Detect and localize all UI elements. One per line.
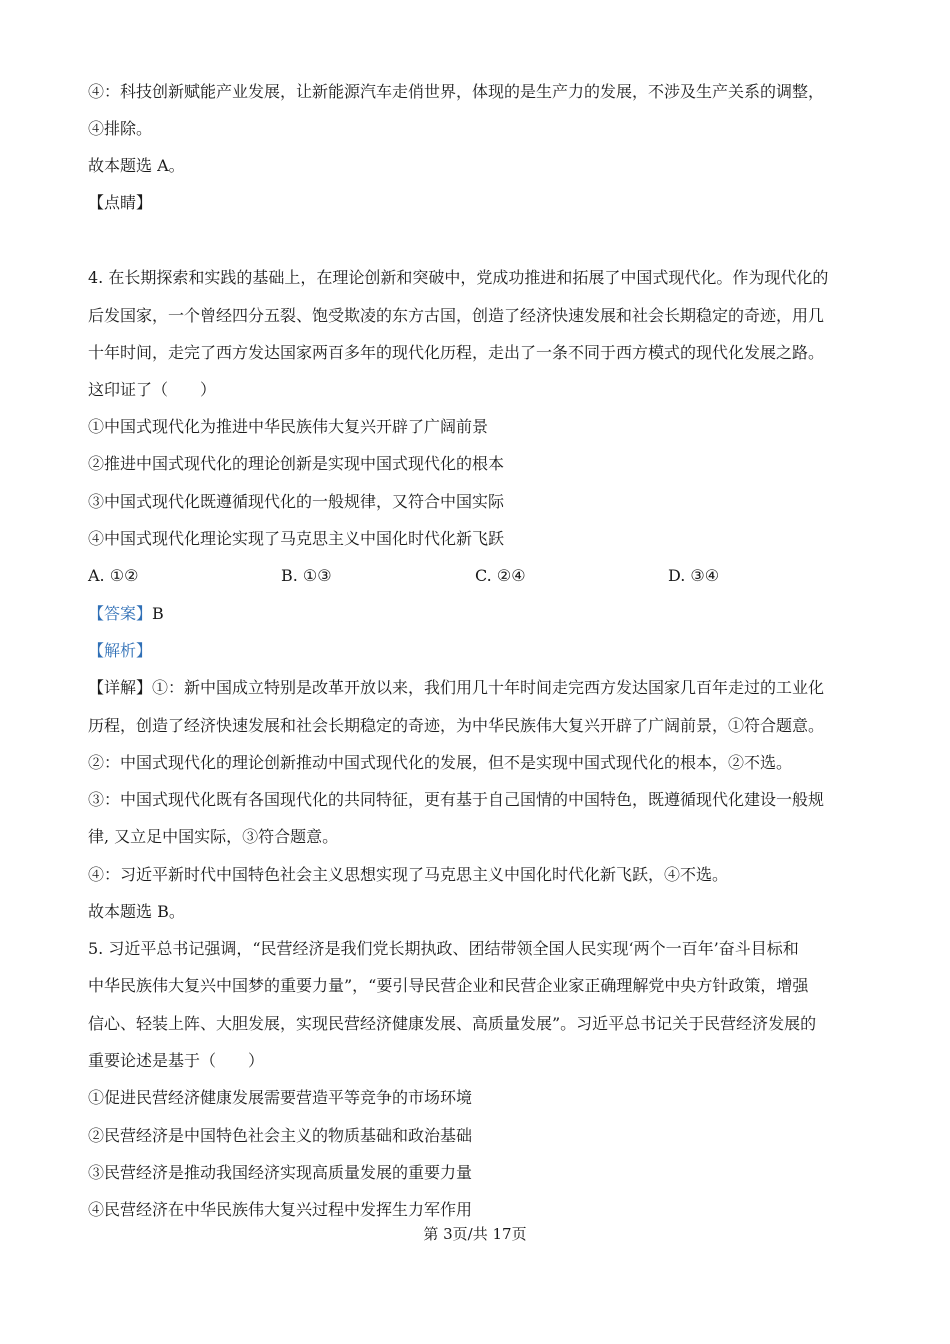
analysis-label: 【解析】 bbox=[88, 641, 153, 660]
q5-statement: ③民营经济是推动我国经济实现高质量发展的重要力量 bbox=[88, 1163, 473, 1182]
q4-stem-line: 这印证了（ ） bbox=[88, 380, 217, 399]
dianjing-label: 【点睛】 bbox=[88, 193, 153, 212]
q5-stem-line: 重要论述是基于（ ） bbox=[88, 1051, 265, 1070]
q4-stem-line: 后发国家，一个曾经四分五裂、饱受欺凌的东方古国，创造了经济快速发展和社会长期稳定的奇迹，用几 bbox=[88, 306, 825, 325]
q4-detail-line: ③：中国式现代化既有各国现代化的共同特征，更有基于自己国情的中国特色，既遵循现代化建设一般规 bbox=[88, 790, 825, 809]
q5-statement: ①促进民营经济健康发展需要营造平等竞争的市场环境 bbox=[88, 1088, 473, 1107]
q4-statement: ②推进中国式现代化的理论创新是实现中国式现代化的根本 bbox=[88, 454, 505, 473]
prev-q4-line: ④：科技创新赋能产业发展，让新能源汽车走俏世界，体现的是生产力的发展，不涉及生产关系的调整， bbox=[88, 82, 825, 101]
q5-statement: ④民营经济在中华民族伟大复兴过程中发挥生力军作用 bbox=[88, 1200, 473, 1219]
prev-conclusion: 故本题选 A。 bbox=[88, 156, 185, 175]
q4-statement: ④中国式现代化理论实现了马克思主义中国化时代化新飞跃 bbox=[88, 529, 505, 548]
q5-stem-line: 5. 习近平总书记强调，“民营经济是我们党长期执政、团结带领全国人民实现‘两个一百年’奋斗目标和 bbox=[88, 939, 799, 958]
q4-stem-line: 十年时间，走完了西方发达国家两百多年的现代化历程，走出了一条不同于西方模式的现代化发展之路。 bbox=[88, 343, 825, 362]
detail-text: ①：新中国成立特别是改革开放以来，我们用几十年时间走完西方发达国家几百年走过的工业化 bbox=[152, 678, 825, 697]
q4-option-c: C. ②④ bbox=[475, 566, 526, 585]
q4-detail-line bbox=[88, 677, 862, 699]
q4-stem-line: 4. 在长期探索和实践的基础上，在理论创新和突破中，党成功推进和拓展了中国式现代化。作为现代化的 bbox=[88, 268, 829, 287]
q4-detail-line: ②：中国式现代化的理论创新推动中国式现代化的发展，但不是实现中国式现代化的根本，②不选。 bbox=[88, 753, 793, 772]
q4-option-a: A. ①② bbox=[88, 566, 139, 585]
q4-conclusion: 故本题选 B。 bbox=[88, 902, 185, 921]
q5-stem-line: 信心、轻装上阵、大胆发展，实现民营经济健康发展、高质量发展”。习近平总书记关于民营经济发展的 bbox=[88, 1014, 817, 1033]
q4-option-d: D. ③④ bbox=[668, 566, 720, 585]
q4-answer bbox=[88, 603, 862, 625]
q4-detail-line: 律, 又立足中国实际，③符合题意。 bbox=[88, 827, 339, 846]
q4-detail-line: 历程，创造了经济快速发展和社会长期稳定的奇迹，为中华民族伟大复兴开辟了广阔前景，①符合题意。 bbox=[88, 716, 825, 735]
q4-statement: ③中国式现代化既遵循现代化的一般规律，又符合中国实际 bbox=[88, 492, 505, 511]
q5-statement: ②民营经济是中国特色社会主义的物质基础和政治基础 bbox=[88, 1126, 473, 1145]
q4-option-b: B. ①③ bbox=[281, 566, 332, 585]
q4-detail-line: ④：习近平新时代中国特色社会主义思想实现了马克思主义中国化时代化新飞跃，④不选。 bbox=[88, 865, 729, 884]
page-footer: 第 3页/共 17页 bbox=[423, 1225, 527, 1243]
prev-q4-line: ④排除。 bbox=[88, 119, 153, 138]
q5-stem-line: 中华民族伟大复兴中国梦的重要力量”，“要引导民营企业和民营企业家正确理解党中央方针政策，增强 bbox=[88, 976, 809, 995]
answer-label: 【答案】 bbox=[88, 604, 153, 623]
q4-statement: ①中国式现代化为推进中华民族伟大复兴开辟了广阔前景 bbox=[88, 417, 489, 436]
detail-label: 【详解】 bbox=[88, 678, 153, 697]
answer-value: B bbox=[152, 604, 164, 623]
